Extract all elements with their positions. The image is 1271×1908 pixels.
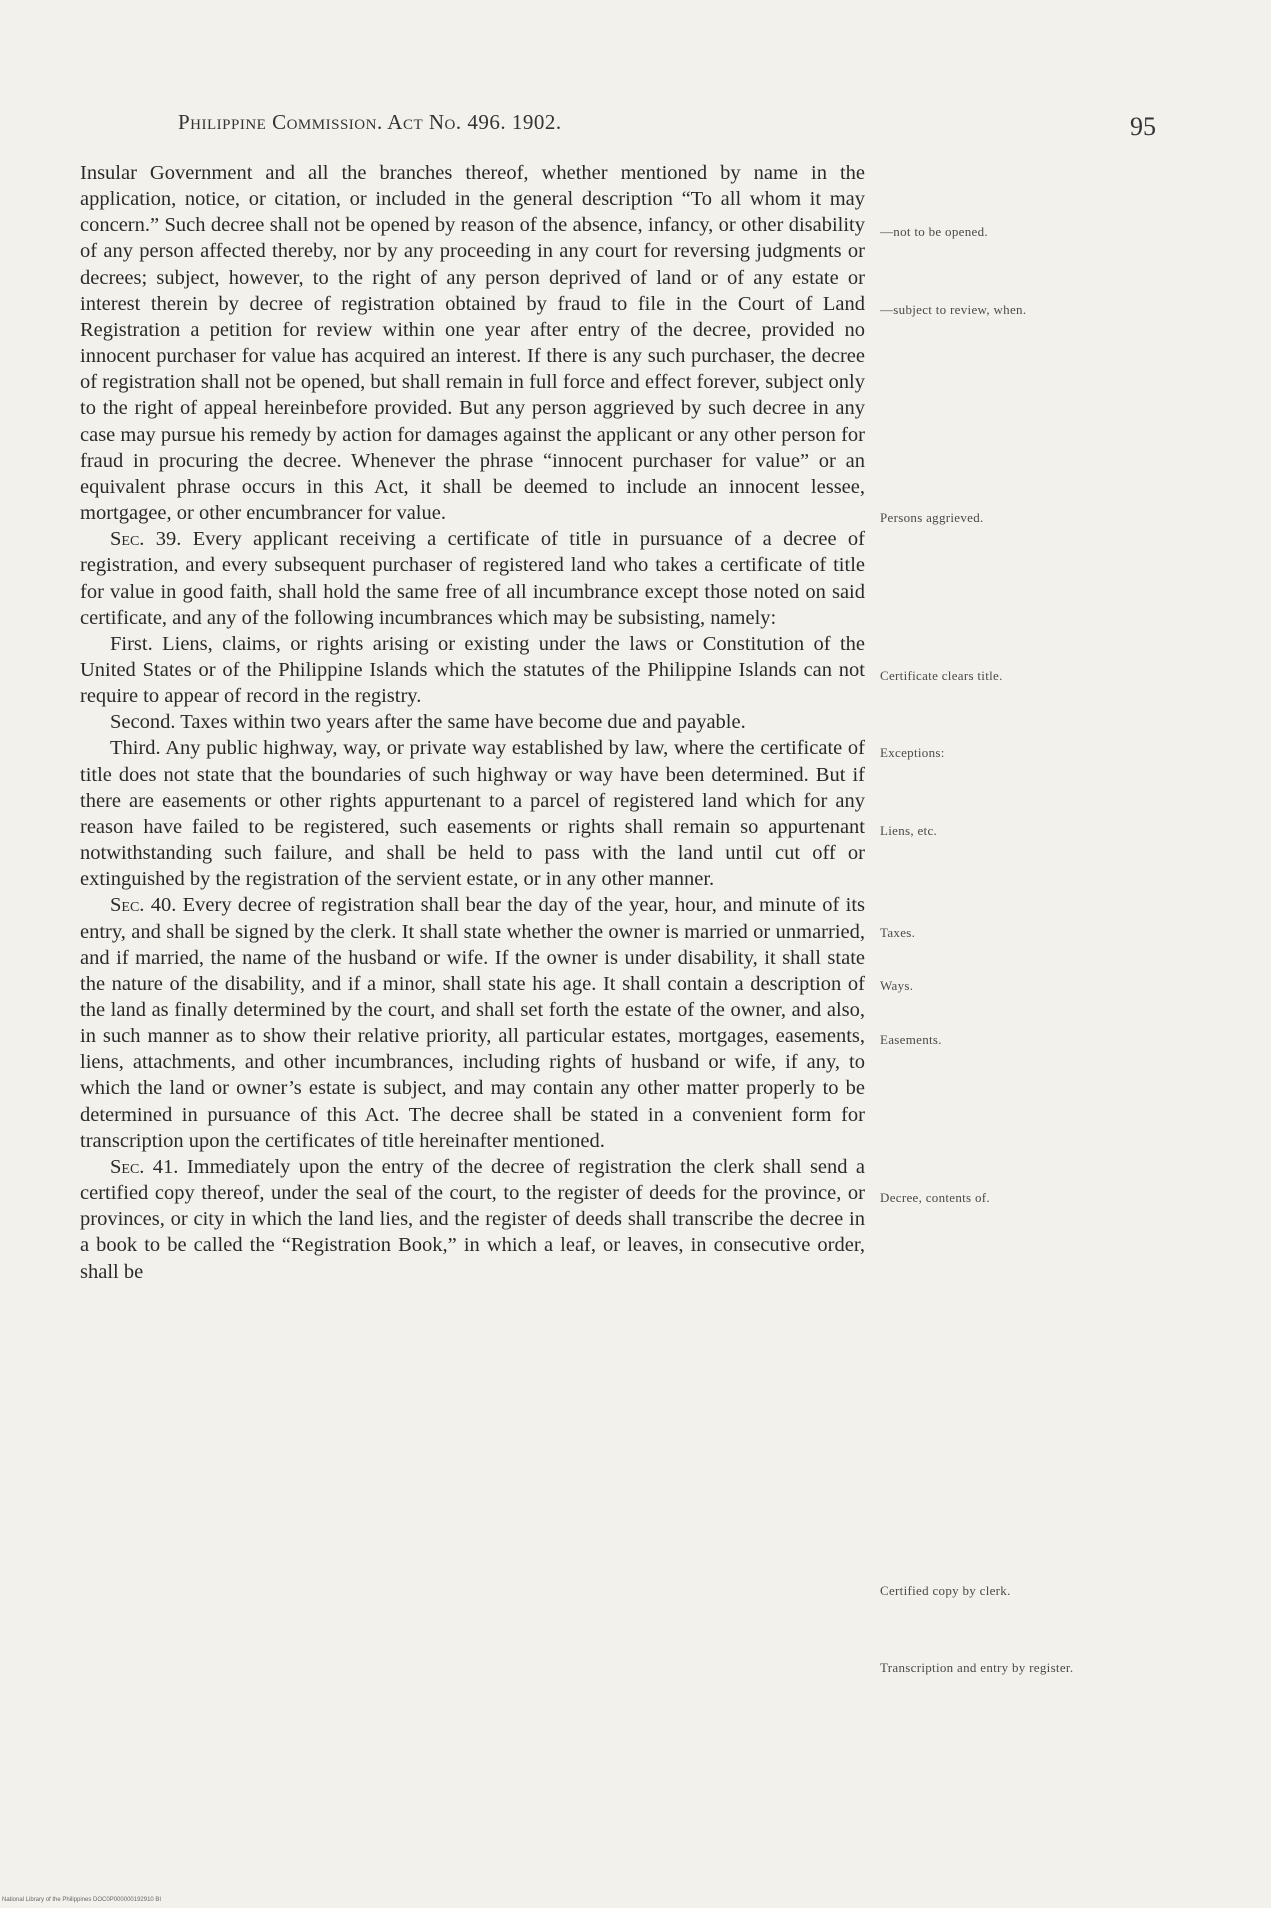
margin-note: —not to be opened. <box>880 224 988 239</box>
margin-note: Exceptions: <box>880 745 945 760</box>
margin-note: —subject to review, when. <box>880 302 1027 317</box>
margin-note: Liens, etc. <box>880 823 938 838</box>
paragraph-sec-39 <box>80 526 865 631</box>
margin-note: Transcription and entry by register. <box>880 1660 1074 1675</box>
margin-note: Certificate clears title. <box>880 668 1003 683</box>
running-header <box>178 110 1078 135</box>
footer-source: National Library of the Philippines DOC0P000000192910 BI <box>2 1897 162 1903</box>
section-number: Sec. 40. <box>110 894 177 917</box>
margin-note: Easements. <box>880 1032 942 1047</box>
section-number: Sec. 41. <box>110 1155 179 1178</box>
page-number: 95 <box>1130 112 1156 141</box>
section-number: Sec. 39. <box>110 528 182 551</box>
paragraph: Third. Any public highway, way, or private way established by law, where the certificate of title does not state that the boundaries of such highway or way have been determined. But if there are easements or other rights appurtenant to a parcel of registered land which for any reason have failed to be registered, such easements or rights shall remain so appurtenant notwithstanding such failure, and shall be held to pass with the land until cut off or extinguished by the registration of the servient estate, or in any other manner. <box>80 737 865 891</box>
margin-note: Persons aggrieved. <box>880 510 984 525</box>
paragraph: First. Liens, claims, or rights arising or existing under the laws or Constitution of the United States or of the Philippine Islands which the statutes of the Philippine Islands can not require to appear of record in the registry. <box>80 632 865 708</box>
paragraph-text: Every decree of registration shall bear the day of the year, hour, and minute of its entry, and shall be signed by the clerk. It shall state whether the owner is married or unmarried, and if married, the name of the husband or wife. If the owner is under disability, it shall state the nature of the disability, and if a minor, shall state his age. It shall contain a description of the land as finally determined by the court, and shall set forth the estate of the owner, and also, in such manner as to show their relative priority, all particular estates, mortgages, easements, liens, attachments, and other incumbrances, including rights of husband or wife, if any, to which the land or owner’s estate is subject, and may contain any other matter properly to be determined in pursuance of this Act. The decree shall be stated in a convenient form for transcription upon the certificates of title hereinafter mentioned. <box>80 894 866 1152</box>
margin-note: Decree, contents of. <box>880 1190 990 1205</box>
margin-note: Certified copy by clerk. <box>880 1583 1011 1598</box>
paragraph: Insular Government and all the branches thereof, whether mentioned by name in the application, notice, or citation, or included in the general description “To all whom it may concern.” Such decree shall not be opened by reason of the absence, infancy, or other disability of any person affected thereby, nor by any proceeding in any court for reversing judgments or decrees; subject, however, to the right of any person deprived of land or of any estate or interest therein by decree of registration obtained by fraud to file in the Court of Land Registration a petition for review within one year after entry of the decree, provided no innocent purchaser for value has acquired an interest. If there is any such purchaser, the decree of registration shall not be opened, but shall remain in full force and effect forever, subject only to the right of appeal hereinbefore provided. But any person aggrieved by such decree in any case may pursue his remedy by action for damages against the applicant or any other person for fraud in procuring the decree. Whenever the phrase “innocent purchaser for value” or an equivalent phrase occurs in this Act, it shall be deemed to include an innocent lessee, mortgagee, or other encumbrancer for value. <box>80 162 865 525</box>
header-title: Philippine Commission. Act No. 496. 1902. <box>178 110 562 134</box>
paragraph-text: Immediately upon the entry of the decree of registration the clerk shall send a certified copy thereof, under the seal of the court, to the register of deeds for the province, or provinces, or city in which the land lies, and the register of deeds shall transcribe the decree in a book to be called the “Registration Book,” in which a leaf, or leaves, in consecutive order, shall be <box>80 1155 866 1283</box>
margin-note: Taxes. <box>880 925 916 940</box>
paragraph-sec-40 <box>80 892 865 1154</box>
paragraph-sec-41 <box>80 1154 865 1285</box>
paragraph-text: Every applicant receiving a certificate of title in pursuance of a decree of registration, and every subsequent purchaser of registered land who takes a certificate of title for value in good faith, shall hold the same free of all incumbrance except those noted on said certificate, and any of the following incumbrances which may be subsisting, namely: <box>80 528 866 629</box>
body-text <box>80 160 865 1285</box>
margin-note: Ways. <box>880 978 914 993</box>
paragraph: Second. Taxes within two years after the same have become due and payable. <box>110 711 746 734</box>
